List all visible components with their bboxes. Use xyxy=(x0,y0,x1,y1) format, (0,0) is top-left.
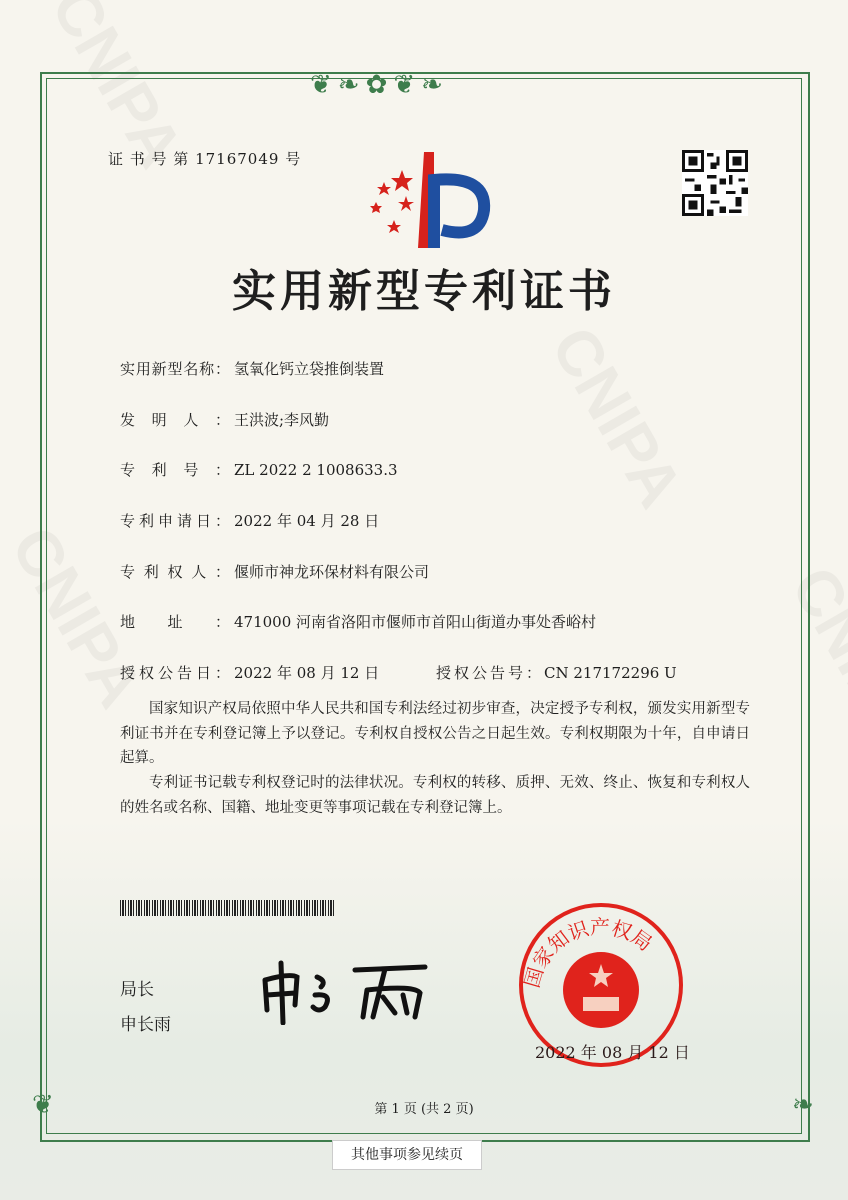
ornament-corner: ❧ xyxy=(792,1090,814,1120)
director-signature xyxy=(255,955,445,1025)
certificate-number xyxy=(108,148,301,169)
field-label: 授权公告号： xyxy=(436,664,545,682)
certificate-number-label: 证 书 号 第 xyxy=(108,150,190,168)
certificate-number-suffix: 号 xyxy=(285,150,302,168)
field-value: 471000 河南省洛阳市偃师市首阳山街道办事处香峪村 xyxy=(234,613,597,631)
certificate-title: 实用新型专利证书 xyxy=(232,266,616,317)
field-value: 偃师市神龙环保材料有限公司 xyxy=(234,563,430,581)
field-patentee xyxy=(120,561,429,582)
field-publication-number xyxy=(436,662,677,683)
field-label: 发明人： xyxy=(120,411,230,429)
field-label: 专利申请日： xyxy=(120,512,230,530)
continued-notice: 其他事项参见续页 xyxy=(332,1140,482,1170)
page-indicator: 第 1 页 (共 2 页) xyxy=(374,1102,474,1117)
field-value: 2022 年 08 月 12 日 xyxy=(234,664,380,682)
field-value: CN 217172296 U xyxy=(544,664,677,682)
field-address xyxy=(120,611,596,632)
field-label: 专利权人： xyxy=(120,563,230,581)
field-inventors xyxy=(120,409,329,430)
field-value: 2022 年 04 月 28 日 xyxy=(234,512,380,530)
director-name: 申长雨 xyxy=(120,1015,171,1035)
field-label: 授权公告日： xyxy=(120,664,230,682)
field-value: ZL 2022 2 1008633.3 xyxy=(234,461,398,479)
seal-text: 国家知识产权局 xyxy=(519,914,657,991)
seal-date: 2022 年 08 月 12 日 xyxy=(535,1043,690,1062)
field-value: 王洪波;李风勤 xyxy=(234,411,330,429)
cnipa-logo xyxy=(362,150,492,250)
field-application-date xyxy=(120,510,379,531)
barcode xyxy=(120,900,336,916)
field-label: 实用新型名称： xyxy=(120,360,230,378)
statement-paragraph: 国家知识产权局依照中华人民共和国专利法经过初步审查，决定授予专利权，颁发实用新型专利证书并在专利登记簿上予以登记。专利权自授权公告之日起生效。专利权期限为十年，自申请日起算。 xyxy=(120,701,750,766)
statement-paragraph: 专利证书记载专利权登记时的法律状况。专利权的转移、质押、无效、终止、恢复和专利权人的姓名或名称、国籍、地址变更等事项记载在专利登记簿上。 xyxy=(120,775,750,816)
field-grant-date xyxy=(120,662,379,683)
field-value: 氢氧化钙立袋推倒装置 xyxy=(234,360,385,378)
field-utility-model-name xyxy=(120,358,384,379)
ornament-top: ❦❧✿❦❧ xyxy=(310,70,449,100)
ornament-corner: ❦ xyxy=(32,1090,54,1120)
director-title: 局长 xyxy=(120,980,154,1000)
field-label: 专利号： xyxy=(120,461,230,479)
certificate-number-value: 17167049 xyxy=(195,150,280,168)
field-label: 地址： xyxy=(120,613,230,631)
qr-code[interactable] xyxy=(682,150,748,216)
field-patent-number xyxy=(120,459,398,480)
